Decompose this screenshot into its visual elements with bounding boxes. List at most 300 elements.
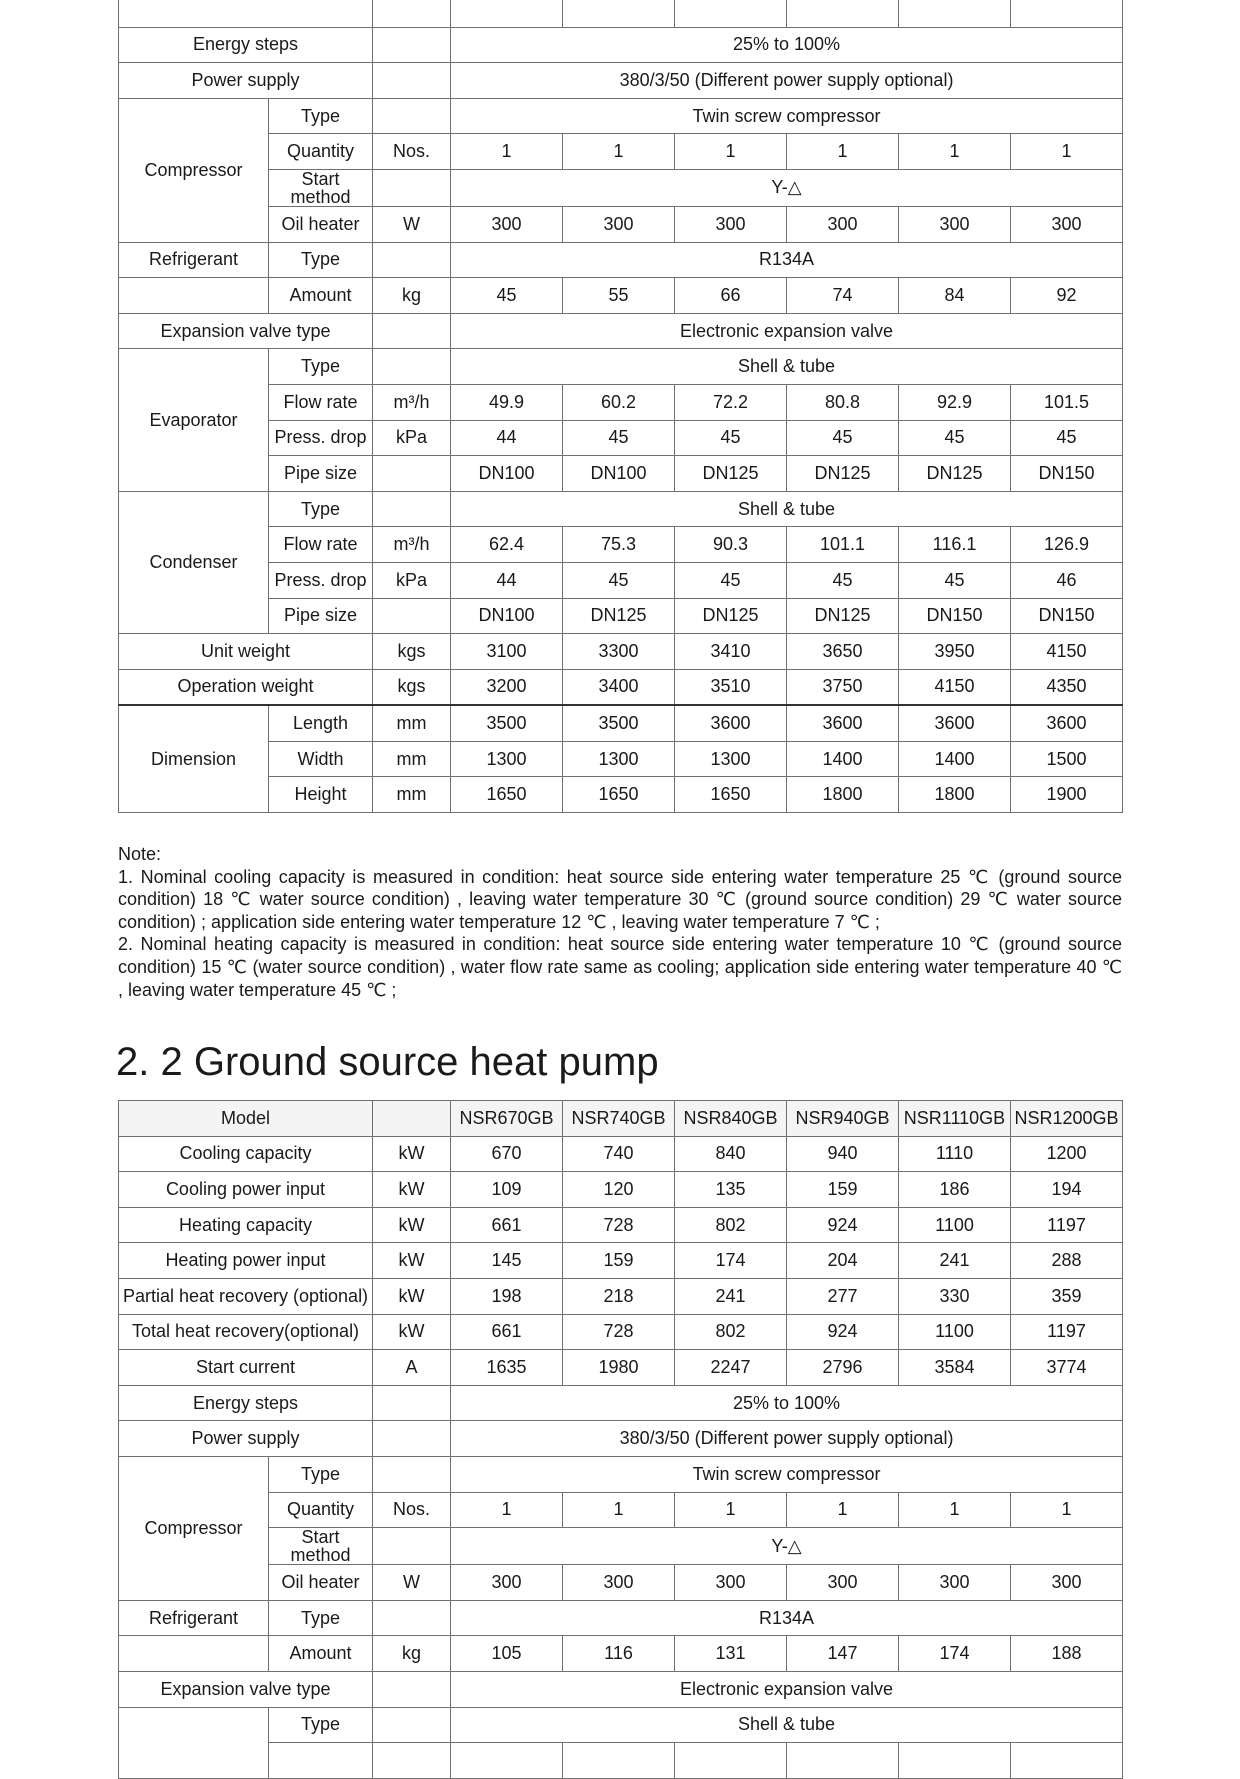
table-cell: DN125 — [675, 456, 787, 492]
table-cell — [563, 0, 675, 27]
table-cell: kW — [373, 1314, 451, 1350]
table-row-compressor-oil-heater — [119, 206, 1123, 242]
table-cell: 3600 — [675, 705, 787, 741]
table-cell: 330 — [899, 1278, 1011, 1314]
table-cell: 3510 — [675, 669, 787, 705]
table-row-first-partial — [119, 0, 1123, 27]
table-row-evaporator-type — [119, 1707, 1123, 1743]
table-cell — [119, 0, 373, 27]
table-cell: 802 — [675, 1314, 787, 1350]
table-cell: 1650 — [675, 777, 787, 813]
table-row-compressor-type — [119, 1456, 1123, 1492]
table-cell: 145 — [451, 1243, 563, 1279]
table-cell: 940 — [787, 1136, 899, 1172]
table-cell: Type — [269, 1707, 373, 1743]
table-cell: 116.1 — [899, 527, 1011, 563]
table-cell: 1800 — [787, 777, 899, 813]
table-cell: 25% to 100% — [451, 27, 1123, 63]
table-cell: 300 — [675, 1565, 787, 1601]
table-cell — [373, 63, 451, 99]
table-cell — [373, 456, 451, 492]
table-cell: Height — [269, 777, 373, 813]
table-cell — [373, 1101, 451, 1137]
table-cell: 1 — [787, 134, 899, 170]
table-cell: 1 — [1011, 1492, 1123, 1528]
table-cell: Electronic expansion valve — [451, 1671, 1123, 1707]
table-cell: 1 — [675, 134, 787, 170]
table-cell: 45 — [563, 562, 675, 598]
table-cell: Type — [269, 1600, 373, 1636]
table-cell: 159 — [787, 1172, 899, 1208]
table-cell: 44 — [451, 420, 563, 456]
table-cell: R134A — [451, 242, 1123, 278]
table-row-condenser-pipe-size — [119, 598, 1123, 634]
table-cell: 3600 — [899, 705, 1011, 741]
table-cell: 25% to 100% — [451, 1385, 1123, 1421]
table-cell: Start method — [269, 1528, 373, 1565]
table-row-compressor-start-method — [119, 1528, 1123, 1565]
table-cell: 1400 — [787, 741, 899, 777]
table-cell — [373, 1456, 451, 1492]
table-cell: Twin screw compressor — [451, 1456, 1123, 1492]
table-cell: Quantity — [269, 1492, 373, 1528]
table-cell — [563, 1743, 675, 1779]
table-cell: Cooling power input — [119, 1172, 373, 1208]
table-cell: 1980 — [563, 1350, 675, 1386]
table-cell: Y-△ — [451, 1528, 1123, 1565]
table-cell: Refrigerant — [119, 1600, 269, 1636]
table-cell: DN100 — [451, 456, 563, 492]
table-row-cooling-power-input — [119, 1172, 1123, 1208]
table-cell: mm — [373, 705, 451, 741]
table-cell: kW — [373, 1207, 451, 1243]
table-cell: 300 — [451, 206, 563, 242]
table-cell: DN125 — [787, 598, 899, 634]
table-cell — [1011, 0, 1123, 27]
table-cell: 92.9 — [899, 384, 1011, 420]
table-row-dimension-length — [119, 705, 1123, 741]
table-cell — [373, 1385, 451, 1421]
table-row-evaporator-flow-rate — [119, 384, 1123, 420]
table-cell: 80.8 — [787, 384, 899, 420]
table-cell — [675, 0, 787, 27]
table-cell: DN125 — [675, 598, 787, 634]
table-cell: 92 — [1011, 278, 1123, 314]
table-cell: 1500 — [1011, 741, 1123, 777]
table-cell: Total heat recovery(optional) — [119, 1314, 373, 1350]
table-row-compressor-type — [119, 98, 1123, 134]
table-cell — [373, 1528, 451, 1565]
table-cell: 300 — [563, 206, 675, 242]
table-cell: 1300 — [563, 741, 675, 777]
table-cell: 3100 — [451, 634, 563, 670]
table-cell: W — [373, 206, 451, 242]
table-cell: 4350 — [1011, 669, 1123, 705]
table-cell: kPa — [373, 562, 451, 598]
table-cell: 135 — [675, 1172, 787, 1208]
table-cell: 241 — [899, 1243, 1011, 1279]
table-cell: 1900 — [1011, 777, 1123, 813]
table-cell: 300 — [899, 1565, 1011, 1601]
table-cell: 740 — [563, 1136, 675, 1172]
table-cell: DN150 — [899, 598, 1011, 634]
table-cell: 55 — [563, 278, 675, 314]
table-cell: 1 — [1011, 134, 1123, 170]
table-cell — [373, 598, 451, 634]
table-cell: 3650 — [787, 634, 899, 670]
table-cell: Press. drop — [269, 562, 373, 598]
table-cell: 1635 — [451, 1350, 563, 1386]
table-cell: Compressor — [119, 98, 269, 242]
table-cell: Start method — [269, 169, 373, 206]
table-cell: Oil heater — [269, 206, 373, 242]
table-cell: DN150 — [1011, 598, 1123, 634]
table-cell: 1 — [787, 1492, 899, 1528]
table-cell: DN100 — [563, 456, 675, 492]
table-cell: 380/3/50 (Different power supply optional) — [451, 1421, 1123, 1457]
table-cell: 66 — [675, 278, 787, 314]
table-cell: 1300 — [451, 741, 563, 777]
table-cell: NSR740GB — [563, 1101, 675, 1137]
table-cell: Power supply — [119, 1421, 373, 1457]
table-cell: Energy steps — [119, 27, 373, 63]
table-cell — [373, 349, 451, 385]
table-row-next-partial — [119, 1743, 1123, 1779]
table-cell: Partial heat recovery (optional) — [119, 1278, 373, 1314]
table-cell: 661 — [451, 1314, 563, 1350]
table-cell: 109 — [451, 1172, 563, 1208]
table-cell: 241 — [675, 1278, 787, 1314]
table-cell: 300 — [563, 1565, 675, 1601]
table-cell: Type — [269, 242, 373, 278]
table-row-refrigerant-type — [119, 1600, 1123, 1636]
table-cell: kW — [373, 1278, 451, 1314]
table-row-model — [119, 1101, 1123, 1137]
table-cell: 90.3 — [675, 527, 787, 563]
table-row-evaporator-type — [119, 349, 1123, 385]
table-cell — [787, 0, 899, 27]
table-cell — [373, 0, 451, 27]
table-row-energy-steps — [119, 27, 1123, 63]
table-cell: kW — [373, 1172, 451, 1208]
table-cell: 45 — [563, 420, 675, 456]
table-cell: 75.3 — [563, 527, 675, 563]
table-row-partial-heat-recovery — [119, 1278, 1123, 1314]
table-cell: 802 — [675, 1207, 787, 1243]
table-row-cooling-capacity — [119, 1136, 1123, 1172]
table-row-energy-steps — [119, 1385, 1123, 1421]
table-cell: Expansion valve type — [119, 313, 373, 349]
table-cell: NSR670GB — [451, 1101, 563, 1137]
table-cell: 3584 — [899, 1350, 1011, 1386]
table-cell: Flow rate — [269, 527, 373, 563]
table-cell: Condenser — [119, 491, 269, 633]
table-cell: 924 — [787, 1207, 899, 1243]
table-cell: Heating capacity — [119, 1207, 373, 1243]
table-cell: 120 — [563, 1172, 675, 1208]
table-cell: 1400 — [899, 741, 1011, 777]
table-cell: Pipe size — [269, 598, 373, 634]
table-cell: 300 — [787, 1565, 899, 1601]
table-cell: 1197 — [1011, 1314, 1123, 1350]
table-cell: Width — [269, 741, 373, 777]
table-cell — [373, 27, 451, 63]
table-cell: m³/h — [373, 527, 451, 563]
table-cell: 101.5 — [1011, 384, 1123, 420]
table-cell: 3500 — [451, 705, 563, 741]
table-cell: 3500 — [563, 705, 675, 741]
table-cell: Power supply — [119, 63, 373, 99]
table-cell: Electronic expansion valve — [451, 313, 1123, 349]
table-row-start-current — [119, 1350, 1123, 1386]
table-row-power-supply — [119, 63, 1123, 99]
table-cell: 49.9 — [451, 384, 563, 420]
table-cell: Length — [269, 705, 373, 741]
table-cell: R134A — [451, 1600, 1123, 1636]
table-cell: Model — [119, 1101, 373, 1137]
note-cooling-condition: 1. Nominal cooling capacity is measured in condition: heat source side entering water temperature 25 ℃ (ground source condition) 18 ℃ water source condition) , leaving water temperature 30 ℃ (ground source condition) 29 ℃ water source condition) ; application side entering water temperature 12 ℃ , leaving water temperature 7 ℃ ; — [118, 866, 1122, 932]
table-cell — [373, 98, 451, 134]
table-cell: Amount — [269, 1636, 373, 1672]
table-cell: 194 — [1011, 1172, 1123, 1208]
table-cell: kgs — [373, 634, 451, 670]
table-row-refrigerant-amount — [119, 1636, 1123, 1672]
table-cell: 45 — [451, 278, 563, 314]
table-row-power-supply — [119, 1421, 1123, 1457]
table-cell: 1800 — [899, 777, 1011, 813]
table-cell: 661 — [451, 1207, 563, 1243]
table-cell: 44 — [451, 562, 563, 598]
table-cell: 3600 — [787, 705, 899, 741]
table-cell: 3410 — [675, 634, 787, 670]
table-cell: Twin screw compressor — [451, 98, 1123, 134]
table-cell: 1200 — [1011, 1136, 1123, 1172]
table-cell: Type — [269, 349, 373, 385]
table-row-refrigerant-amount — [119, 278, 1123, 314]
table-cell — [451, 1743, 563, 1779]
table-cell: Heating power input — [119, 1243, 373, 1279]
table-cell: Oil heater — [269, 1565, 373, 1601]
table-cell: NSR1110GB — [899, 1101, 1011, 1137]
table-cell — [373, 491, 451, 527]
table-cell: 1110 — [899, 1136, 1011, 1172]
table-row-compressor-start-method — [119, 169, 1123, 206]
table-cell: 300 — [675, 206, 787, 242]
table-row-total-heat-recovery — [119, 1314, 1123, 1350]
table-cell: 174 — [675, 1243, 787, 1279]
table-cell: 126.9 — [1011, 527, 1123, 563]
table-cell — [373, 242, 451, 278]
table-cell: kgs — [373, 669, 451, 705]
table-cell: 1 — [451, 1492, 563, 1528]
table-row-condenser-type — [119, 491, 1123, 527]
table-cell: 300 — [1011, 1565, 1123, 1601]
table-cell: Shell & tube — [451, 1707, 1123, 1743]
table-cell: Shell & tube — [451, 491, 1123, 527]
table-cell: kg — [373, 1636, 451, 1672]
table-row-evaporator-pipe-size — [119, 456, 1123, 492]
table-cell: Nos. — [373, 134, 451, 170]
table-cell: kW — [373, 1243, 451, 1279]
table-cell: 101.1 — [787, 527, 899, 563]
table-cell: 1197 — [1011, 1207, 1123, 1243]
table-row-compressor-quantity — [119, 134, 1123, 170]
table-cell: 3400 — [563, 669, 675, 705]
table-cell: 300 — [787, 206, 899, 242]
table-cell: 62.4 — [451, 527, 563, 563]
table-cell: 45 — [675, 562, 787, 598]
table-cell: Flow rate — [269, 384, 373, 420]
spec-table-water-source — [118, 0, 1123, 813]
spec-table-body — [119, 1101, 1123, 1779]
table-cell: Evaporator — [119, 349, 269, 491]
table-cell: 3200 — [451, 669, 563, 705]
table-cell: Unit weight — [119, 634, 373, 670]
table-cell: Expansion valve type — [119, 1671, 373, 1707]
table-cell: 45 — [899, 420, 1011, 456]
table-row-condenser-press-drop — [119, 562, 1123, 598]
table-cell: 728 — [563, 1314, 675, 1350]
table-row-operation-weight — [119, 669, 1123, 705]
table-cell — [1011, 1743, 1123, 1779]
table-cell: kPa — [373, 420, 451, 456]
table-cell: 3774 — [1011, 1350, 1123, 1386]
table-cell: 74 — [787, 278, 899, 314]
table-cell: 45 — [675, 420, 787, 456]
table-cell: Refrigerant — [119, 242, 269, 278]
table-cell — [373, 169, 451, 206]
table-cell — [119, 1636, 269, 1672]
table-cell: Type — [269, 98, 373, 134]
table-row-compressor-oil-heater — [119, 1565, 1123, 1601]
table-cell: 728 — [563, 1207, 675, 1243]
table-cell — [899, 1743, 1011, 1779]
table-cell — [373, 1600, 451, 1636]
table-cell — [373, 1743, 451, 1779]
table-cell: 1 — [675, 1492, 787, 1528]
table-cell: 1 — [563, 1492, 675, 1528]
table-cell: 4150 — [899, 669, 1011, 705]
table-cell — [373, 1707, 451, 1743]
table-row-dimension-width — [119, 741, 1123, 777]
table-cell: 1 — [563, 134, 675, 170]
table-cell: 3600 — [1011, 705, 1123, 741]
table-row-expansion-valve-type — [119, 1671, 1123, 1707]
table-cell: Type — [269, 491, 373, 527]
table-cell: 1 — [451, 134, 563, 170]
notes-block — [118, 843, 1122, 1001]
table-cell: 277 — [787, 1278, 899, 1314]
table-cell: 46 — [1011, 562, 1123, 598]
table-cell: 1 — [899, 134, 1011, 170]
table-cell: 1650 — [451, 777, 563, 813]
table-cell: Type — [269, 1456, 373, 1492]
table-cell: DN125 — [899, 456, 1011, 492]
table-cell: 840 — [675, 1136, 787, 1172]
table-cell: 1 — [899, 1492, 1011, 1528]
table-cell — [119, 1707, 269, 1778]
table-cell: Pipe size — [269, 456, 373, 492]
table-row-expansion-valve-type — [119, 313, 1123, 349]
table-cell — [373, 1421, 451, 1457]
table-cell: mm — [373, 777, 451, 813]
table-cell: 1300 — [675, 741, 787, 777]
table-cell: 218 — [563, 1278, 675, 1314]
table-cell: W — [373, 1565, 451, 1601]
table-cell: 300 — [451, 1565, 563, 1601]
table-cell: DN150 — [1011, 456, 1123, 492]
table-cell: 72.2 — [675, 384, 787, 420]
spec-table-ground-source — [118, 1100, 1123, 1779]
table-cell: 45 — [787, 420, 899, 456]
table-row-heating-power-input — [119, 1243, 1123, 1279]
table-cell: 1650 — [563, 777, 675, 813]
table-cell: Dimension — [119, 705, 269, 812]
table-cell: Amount — [269, 278, 373, 314]
table-cell: Press. drop — [269, 420, 373, 456]
table-cell: DN100 — [451, 598, 563, 634]
table-cell: 2796 — [787, 1350, 899, 1386]
table-cell: 380/3/50 (Different power supply optional) — [451, 63, 1123, 99]
table-cell: mm — [373, 741, 451, 777]
table-row-condenser-flow-rate — [119, 527, 1123, 563]
table-cell: 116 — [563, 1636, 675, 1672]
spec-table-body — [119, 0, 1123, 813]
table-cell: 4150 — [1011, 634, 1123, 670]
table-cell: 174 — [899, 1636, 1011, 1672]
table-cell — [787, 1743, 899, 1779]
table-cell: 3300 — [563, 634, 675, 670]
table-cell: Y-△ — [451, 169, 1123, 206]
table-cell: Operation weight — [119, 669, 373, 705]
table-cell: 924 — [787, 1314, 899, 1350]
table-cell: kg — [373, 278, 451, 314]
table-cell: 84 — [899, 278, 1011, 314]
table-cell: 159 — [563, 1243, 675, 1279]
table-row-refrigerant-type — [119, 242, 1123, 278]
table-cell: 186 — [899, 1172, 1011, 1208]
note-heating-condition: 2. Nominal heating capacity is measured in condition: heat source side entering water temperature 10 ℃ (ground source condition) 15 ℃ (water source condition) , water flow rate same as cooling; application side entering water temperature 40 ℃ , leaving water temperature 45 ℃ ; — [118, 934, 1122, 1000]
table-cell: NSR840GB — [675, 1101, 787, 1137]
table-cell: 188 — [1011, 1636, 1123, 1672]
table-cell: DN125 — [563, 598, 675, 634]
table-cell: kW — [373, 1136, 451, 1172]
table-cell: 1100 — [899, 1314, 1011, 1350]
table-cell — [269, 1743, 373, 1779]
table-cell — [119, 278, 269, 314]
table-cell: 60.2 — [563, 384, 675, 420]
table-cell: 359 — [1011, 1278, 1123, 1314]
note-heading: Note: — [118, 844, 162, 864]
table-cell: 204 — [787, 1243, 899, 1279]
table-cell: m³/h — [373, 384, 451, 420]
section-title: 2. 2 Ground source heat pump — [116, 1040, 659, 1084]
table-row-heating-capacity — [119, 1207, 1123, 1243]
table-row-compressor-quantity — [119, 1492, 1123, 1528]
table-cell: 131 — [675, 1636, 787, 1672]
table-cell: 2247 — [675, 1350, 787, 1386]
table-cell — [373, 313, 451, 349]
table-cell: Cooling capacity — [119, 1136, 373, 1172]
table-cell: NSR1200GB — [1011, 1101, 1123, 1137]
table-cell: 300 — [1011, 206, 1123, 242]
table-cell: 670 — [451, 1136, 563, 1172]
table-cell: 198 — [451, 1278, 563, 1314]
table-cell: 1100 — [899, 1207, 1011, 1243]
table-cell — [899, 0, 1011, 27]
table-row-evaporator-press-drop — [119, 420, 1123, 456]
table-cell: 45 — [787, 562, 899, 598]
